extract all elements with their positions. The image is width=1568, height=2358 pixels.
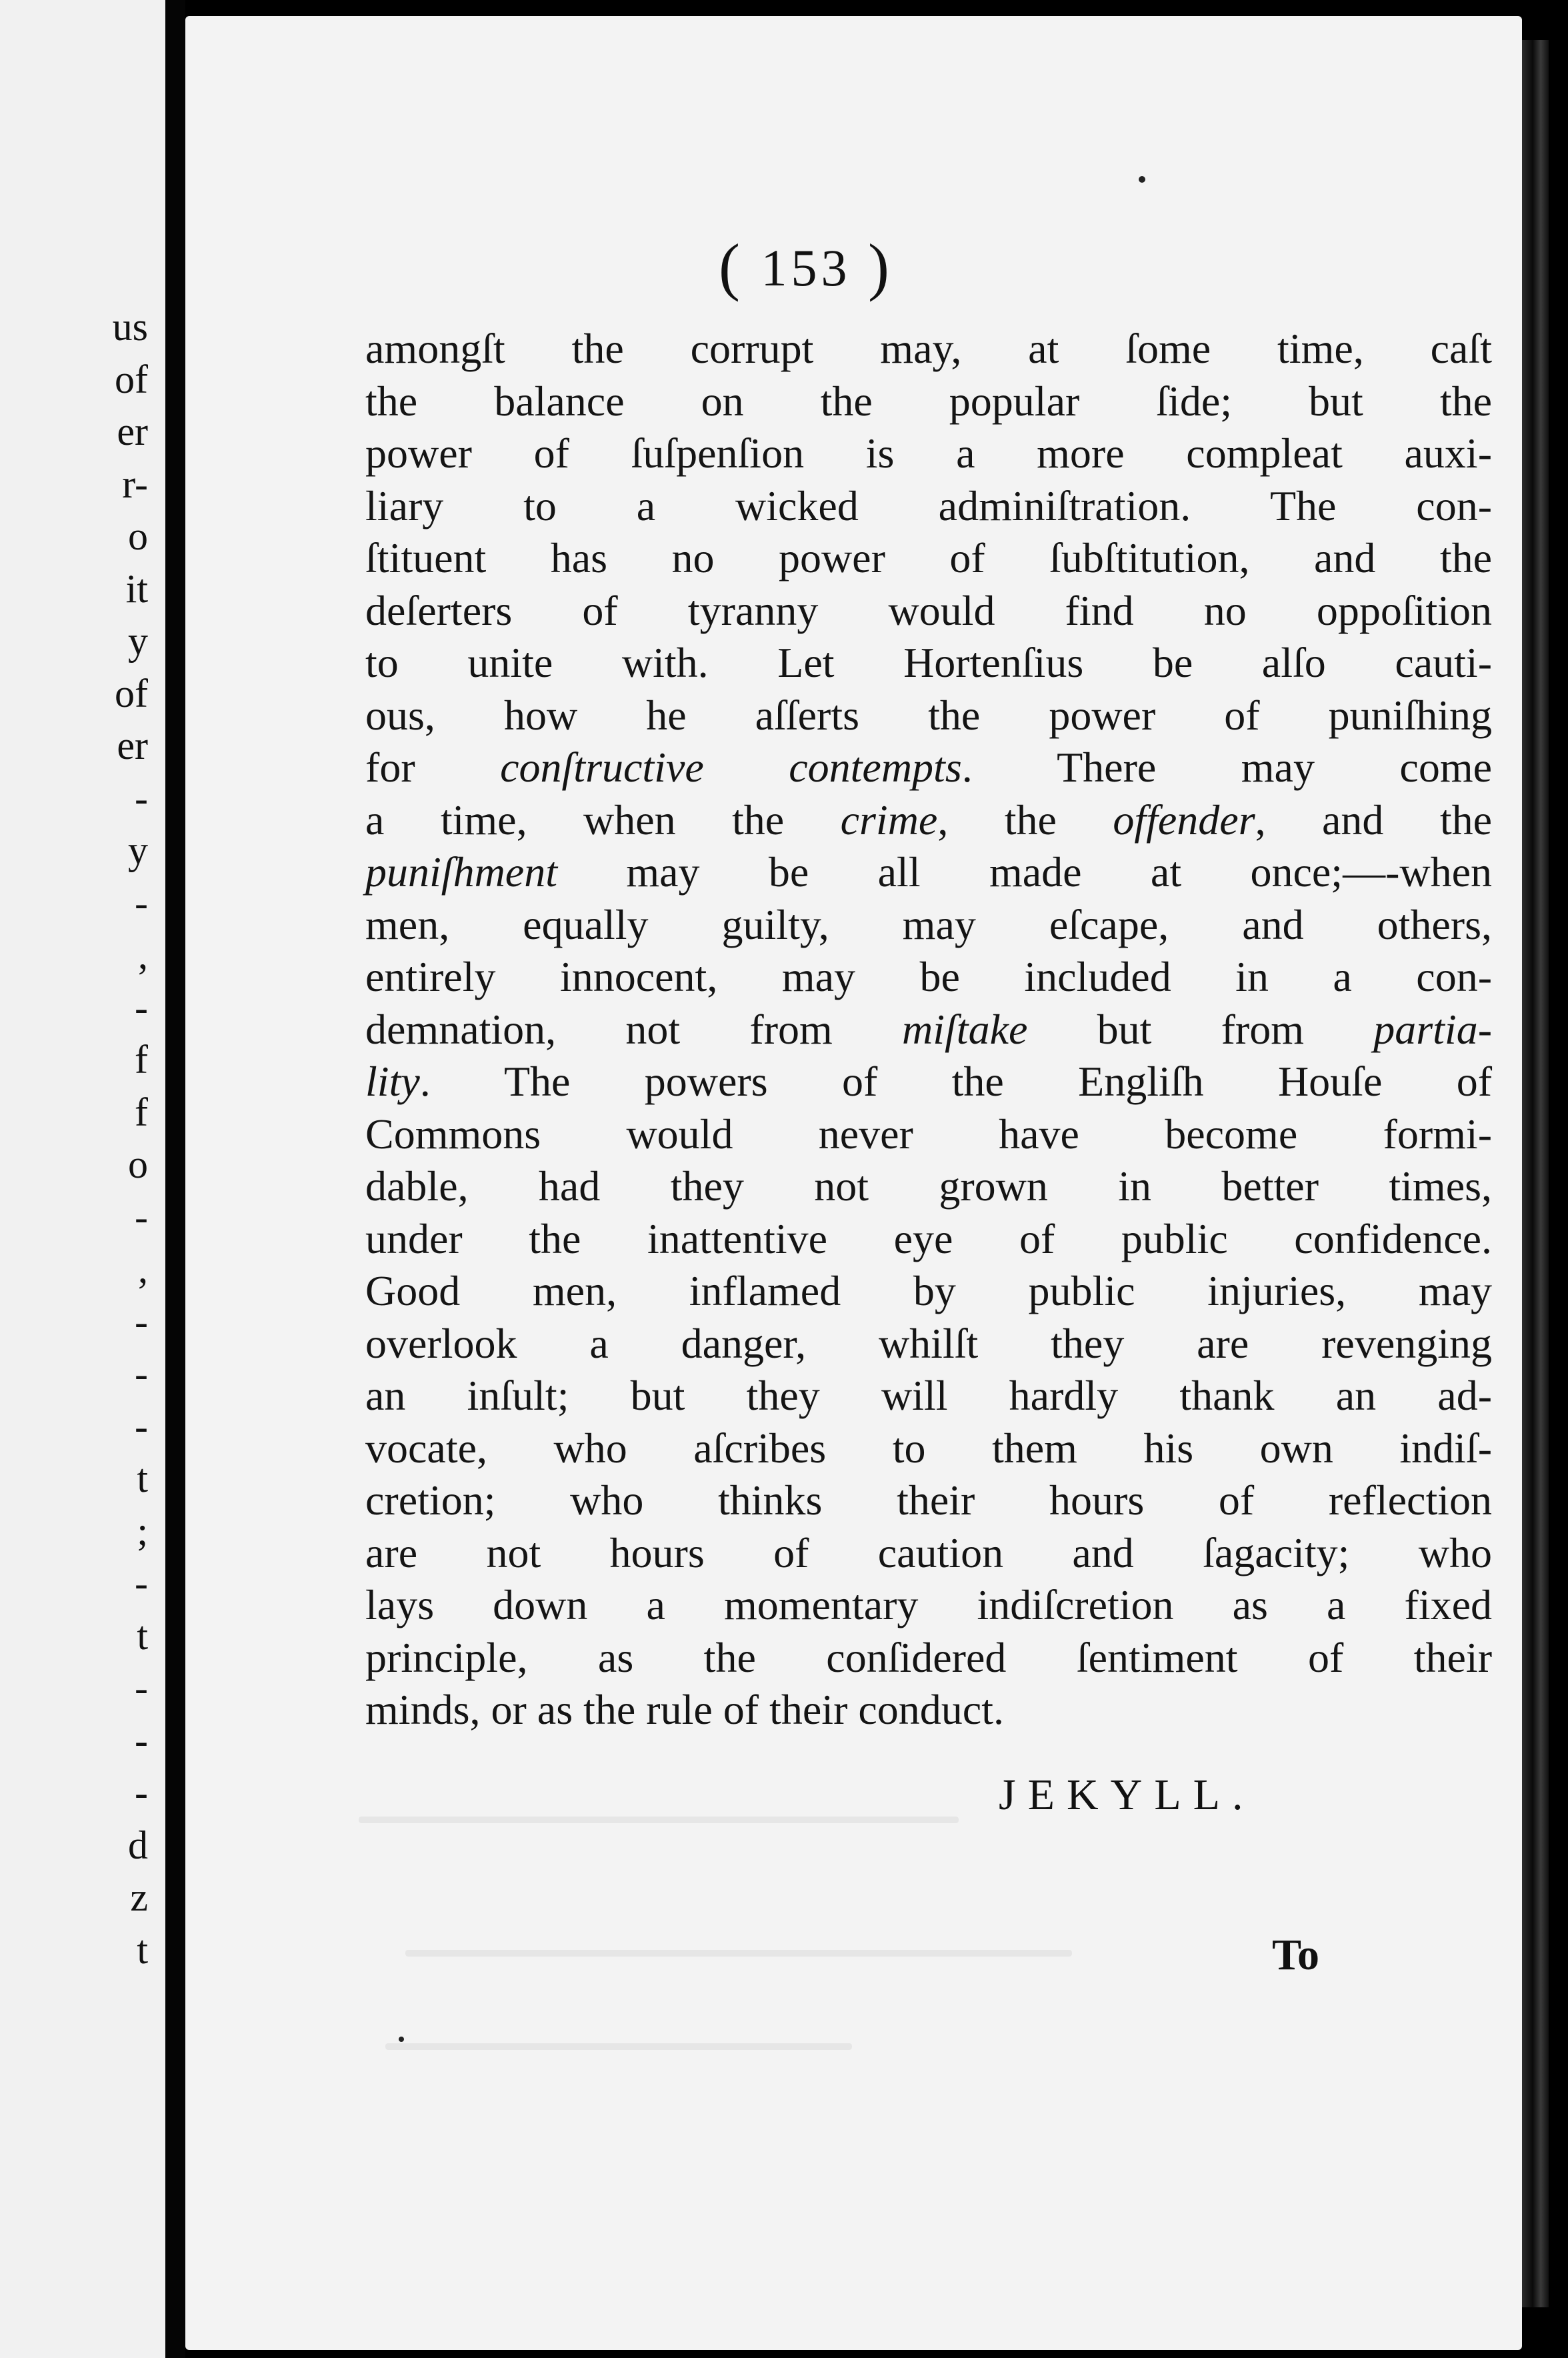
left-page-fragment-text: d [128, 1823, 148, 1867]
text-segment: power of ſuſpenſion is a more compleat auxi- [365, 429, 1492, 477]
text-segment: a time, when the [365, 796, 841, 844]
text-line [365, 742, 1492, 794]
italic-phrase: crime [840, 796, 938, 844]
show-through-shadow [405, 1950, 1072, 1957]
text-line [365, 480, 1492, 533]
text-segment: , the [937, 796, 1113, 844]
text-segment: lays down a momentary indiſcretion as a fixed [365, 1581, 1492, 1628]
text-segment: for [365, 744, 501, 791]
italic-phrase: lity [365, 1058, 420, 1105]
text-segment: . There may come [961, 744, 1493, 791]
left-page-fragment-text: er [117, 724, 148, 768]
text-line [365, 532, 1492, 585]
text-line [365, 585, 1492, 638]
text-line [365, 1108, 1492, 1161]
text-line [365, 794, 1492, 847]
left-page-fragment-text: o [128, 1142, 148, 1186]
text-segment: vocate, who aſcribes to them his own indiſ- [365, 1424, 1492, 1472]
text-line [365, 427, 1492, 480]
text-line [365, 323, 1492, 375]
text-line [365, 1527, 1492, 1580]
text-segment: are not hours of caution and ſagacity; who [365, 1528, 1492, 1576]
left-page-fragment-text: - [135, 1666, 148, 1710]
text-segment: amongſt the corrupt may, at ſome time, caſt [365, 325, 1492, 372]
left-page-fragment-text: - [135, 985, 148, 1030]
text-line [365, 1318, 1492, 1370]
text-segment: ous, how he aſſerts the power of puniſhing [365, 691, 1492, 739]
left-page-fragment-text: - [135, 1718, 148, 1762]
ink-speck [399, 2037, 404, 2042]
left-page-fragment-text: - [135, 880, 148, 925]
body-text [365, 323, 1492, 1736]
text-line [365, 951, 1492, 1004]
left-page-fragment-text: - [135, 1771, 148, 1815]
left-page-fragment-text: t [137, 1613, 148, 1658]
text-segment: cretion; who thinks their hours of reflection [365, 1476, 1492, 1524]
left-page-fragment-text: - [135, 1299, 148, 1344]
text-segment: . The powers of the Engliſh Houſe of [419, 1058, 1492, 1105]
text-segment: minds, or as the rule of their conduct. [365, 1686, 1004, 1733]
text-segment: Commons would never have become formi- [365, 1110, 1492, 1158]
left-page-fragment-text: o [128, 514, 148, 558]
text-line [365, 1213, 1492, 1266]
page-edge-stack [1522, 40, 1549, 2307]
text-segment: liary to a wicked adminiſtration. The con- [365, 481, 1492, 529]
text-segment: overlook a danger, whilſt they are revenging [365, 1319, 1492, 1367]
text-line [365, 1474, 1492, 1527]
page-number-open-bracket: ( [719, 231, 744, 302]
text-segment: entirely innocent, may be included in a con- [365, 953, 1492, 1000]
text-segment: ſtituent has no power of ſubſtitution, and the [365, 534, 1492, 581]
left-page-fragment-text: , [138, 933, 148, 977]
left-page-fragment-text: - [135, 1194, 148, 1239]
italic-phrase: puniſhment [365, 848, 557, 896]
text-line [365, 1422, 1492, 1475]
left-page-fragment-text: z [130, 1875, 148, 1919]
text-segment: deſerters of tyranny would find no oppoſition [365, 586, 1492, 634]
text-segment: , and the [1255, 796, 1492, 844]
text-segment: the balance on the popular ſide; but the [365, 377, 1492, 425]
left-page-fragment-text: y [128, 828, 148, 872]
text-segment: under the inattentive eye of public confidence. [365, 1214, 1492, 1262]
text-line [365, 899, 1492, 952]
page-number [719, 229, 1119, 303]
text-line [365, 1370, 1492, 1422]
left-page-fragment [0, 0, 165, 2358]
author-signature: JEKYLL. [999, 1771, 1255, 1819]
text-line [365, 1160, 1492, 1213]
text-line [365, 846, 1492, 899]
italic-phrase: miſtake [902, 1005, 1028, 1053]
left-page-fragment-text: er [117, 409, 148, 453]
text-line [365, 1265, 1492, 1318]
text-line [365, 1632, 1492, 1684]
left-page-fragment-text: us [112, 305, 148, 349]
left-page-fragment-text: r- [122, 461, 148, 506]
text-segment: to unite with. Let Hortenſius be alſo cauti- [365, 639, 1492, 686]
left-page-fragment-text: , [138, 1247, 148, 1291]
text-line [365, 1684, 1492, 1736]
ink-speck [1139, 176, 1145, 183]
text-line [365, 1056, 1492, 1108]
text-segment: Good men, inflamed by public injuries, may [365, 1267, 1492, 1314]
text-segment: demnation, not from [365, 1005, 902, 1053]
text-line [365, 1579, 1492, 1632]
left-page-fragment-text: t [137, 1927, 148, 1972]
text-segment: men, equally guilty, may eſcape, and others, [365, 900, 1492, 948]
italic-phrase: partia- [1373, 1005, 1492, 1053]
text-segment: but from [1027, 1005, 1374, 1053]
show-through-shadow [359, 1817, 959, 1823]
left-page-fragment-text: it [125, 566, 148, 611]
left-page-fragment-text: y [128, 619, 148, 663]
show-through-shadow [385, 2043, 852, 2050]
text-line [365, 375, 1492, 428]
left-page-fragment-text: - [135, 1404, 148, 1448]
text-line [365, 1004, 1492, 1056]
page-number-close-bracket: ) [867, 231, 893, 302]
left-page-fragment-text: f [135, 1090, 148, 1134]
left-page-fragment-text: t [137, 1456, 148, 1500]
left-page-fragment-text: ; [137, 1508, 148, 1553]
text-segment: an inſult; but they will hardly thank an ad- [365, 1372, 1492, 1419]
text-segment: may be all made at once;—-when [557, 848, 1492, 896]
text-line [365, 637, 1492, 690]
left-page-fragment-text: - [135, 1561, 148, 1605]
left-page-fragment-text: f [135, 1038, 148, 1082]
text-line [365, 690, 1492, 742]
left-page-fragment-text: of [115, 671, 148, 716]
left-page-fragment-text: of [115, 357, 148, 401]
book-page [185, 16, 1522, 2350]
left-page-fragment-text: - [135, 1352, 148, 1396]
page-number-value: 153 [761, 239, 851, 297]
text-segment: dable, had they not grown in better times, [365, 1162, 1492, 1210]
left-page-fragment-text: - [135, 776, 148, 820]
text-segment: principle, as the conſidered ſentiment of their [365, 1633, 1492, 1681]
catchword: To [1272, 1931, 1319, 1979]
italic-phrase: offender [1113, 796, 1255, 844]
italic-phrase: conſtructive contempts [500, 744, 962, 791]
book-gutter [165, 0, 185, 2358]
